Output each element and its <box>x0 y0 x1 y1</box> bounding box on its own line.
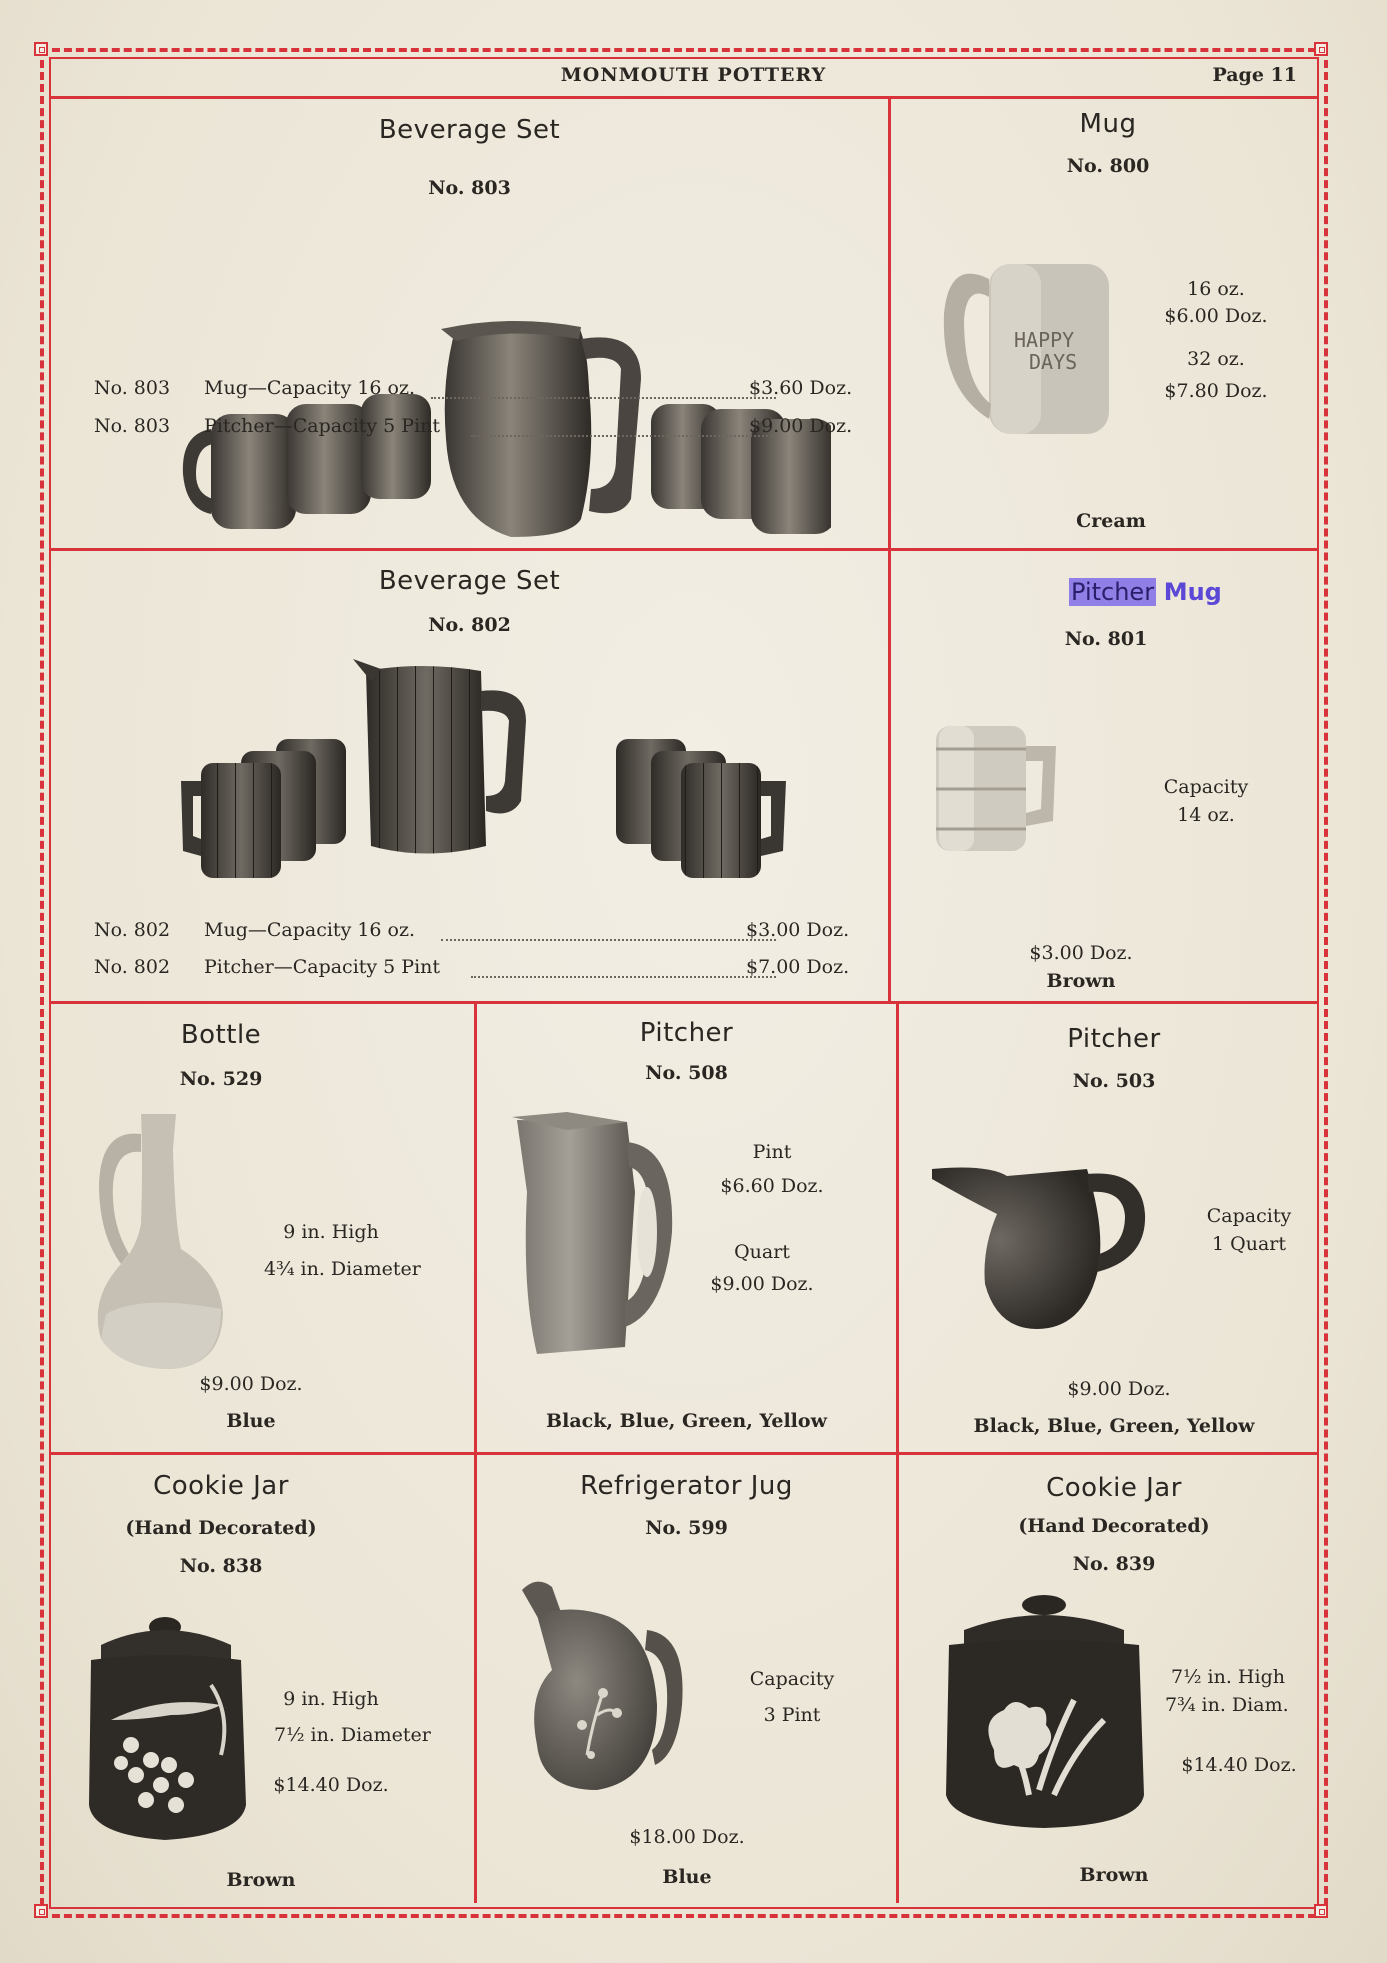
pitcher-photo <box>507 1112 677 1362</box>
dot-leader <box>431 397 776 399</box>
size-option: Quart <box>734 1241 790 1263</box>
price: $9.00 Doz. <box>1067 1378 1171 1400</box>
item-note: (Hand Decorated) <box>125 1517 317 1539</box>
price-line-desc: Pitcher—Capacity 5 Pint <box>204 415 441 437</box>
item-refrigerator-jug-599 <box>477 1455 896 1903</box>
capacity-label: Capacity <box>749 1668 835 1690</box>
item-pitcher-503 <box>899 1004 1317 1452</box>
price-line-desc: Pitcher—Capacity 5 Pint <box>204 956 441 978</box>
corner-ornament <box>34 1904 48 1918</box>
corner-ornament <box>1314 1904 1328 1918</box>
price: $14.40 Doz. <box>1181 1754 1297 1776</box>
item-title: Beverage Set <box>378 566 561 596</box>
capacity-value: 1 Quart <box>1212 1233 1286 1255</box>
price: $7.80 Doz. <box>1164 380 1268 402</box>
price-line-price: $3.00 Doz. <box>746 919 850 941</box>
color-label: Brown <box>1079 1864 1149 1886</box>
item-pitcher-801 <box>891 551 1317 1001</box>
color-label: Cream <box>1076 510 1146 532</box>
size-option: Pint <box>752 1141 792 1163</box>
pitcher-photo <box>927 1154 1167 1334</box>
price: $9.00 Doz. <box>710 1273 814 1295</box>
price: $18.00 Doz. <box>629 1826 745 1848</box>
item-number: No. 801 <box>1064 628 1148 650</box>
capacity-label: Capacity <box>1163 776 1249 798</box>
item-title: Refrigerator Jug <box>580 1471 793 1501</box>
item-cookie-jar-838 <box>51 1455 474 1903</box>
price-line-no: No. 803 <box>94 415 171 437</box>
mug-text: DAYS <box>1029 350 1078 374</box>
item-cookie-jar-839 <box>899 1455 1317 1903</box>
item-beverage-set-803 <box>51 99 888 548</box>
size-option: 16 oz. <box>1187 278 1245 300</box>
price-line-price: $3.60 Doz. <box>749 377 853 399</box>
beverage-set-photo <box>181 651 821 901</box>
price-line-no: No. 802 <box>94 919 171 941</box>
item-title: Beverage Set <box>378 115 561 145</box>
item-number: No. 529 <box>179 1068 263 1090</box>
item-title: Mug <box>1079 109 1137 139</box>
item-beverage-set-802 <box>51 551 888 1001</box>
corner-ornament <box>1314 42 1328 56</box>
price-line-desc: Mug—Capacity 16 oz. <box>204 377 416 399</box>
color-label: Brown <box>1046 970 1116 992</box>
height-spec: 9 in. High <box>283 1688 379 1710</box>
price-line-no: No. 802 <box>94 956 171 978</box>
color-label: Brown <box>226 1869 296 1891</box>
diameter-spec: 4¾ in. Diameter <box>264 1258 421 1280</box>
item-mug-800 <box>891 99 1317 548</box>
item-number: No. 599 <box>645 1517 728 1539</box>
item-pitcher-508 <box>477 1004 896 1452</box>
price: $6.60 Doz. <box>720 1175 824 1197</box>
diameter-spec: 7¾ in. Diam. <box>1165 1694 1289 1716</box>
capacity-value: 3 Pint <box>763 1704 821 1726</box>
color-options: Black, Blue, Green, Yellow <box>973 1415 1255 1437</box>
dot-leader <box>441 939 776 941</box>
mug-photo <box>929 239 1129 449</box>
item-title: Pitcher <box>639 1018 734 1048</box>
price-line-desc: Mug—Capacity 16 oz. <box>204 919 416 941</box>
price: $6.00 Doz. <box>1164 305 1268 327</box>
height-spec: 9 in. High <box>283 1221 379 1243</box>
page-number: Page 11 <box>1212 64 1297 86</box>
company-header: MONMOUTH POTTERY <box>560 64 827 86</box>
price: $14.40 Doz. <box>273 1774 389 1796</box>
jug-photo <box>507 1575 707 1805</box>
capacity-value: 14 oz. <box>1177 804 1235 826</box>
mug-text: HAPPY <box>1014 328 1075 352</box>
item-number: No. 839 <box>1072 1553 1156 1575</box>
height-spec: 7½ in. High <box>1171 1666 1285 1688</box>
item-title: Cookie Jar <box>1046 1473 1182 1503</box>
color-label: Blue <box>662 1866 712 1888</box>
item-bottle-529 <box>51 1004 474 1452</box>
size-option: 32 oz. <box>1187 348 1245 370</box>
cookie-jar-photo <box>934 1590 1154 1830</box>
item-title: Cookie Jar <box>153 1471 289 1501</box>
dot-leader <box>471 435 776 437</box>
price: $9.00 Doz. <box>199 1373 303 1395</box>
item-number: No. 838 <box>179 1555 263 1577</box>
capacity-label: Capacity <box>1206 1205 1292 1227</box>
item-number: No. 508 <box>645 1062 728 1084</box>
stamp-mark: Mug <box>1163 578 1222 606</box>
item-title: Bottle <box>180 1020 262 1050</box>
diameter-spec: 7½ in. Diameter <box>274 1724 431 1746</box>
item-title <box>1069 577 1222 608</box>
price-line-price: $7.00 Doz. <box>746 956 850 978</box>
dot-leader <box>471 976 776 978</box>
price-line-no: No. 803 <box>94 377 171 399</box>
mug-photo <box>921 711 1071 861</box>
corner-ornament <box>34 42 48 56</box>
highlighted-title: Pitcher <box>1071 578 1155 606</box>
item-number: No. 802 <box>428 614 511 636</box>
item-number: No. 803 <box>428 177 511 199</box>
color-options: Black, Blue, Green, Yellow <box>546 1410 827 1432</box>
color-label: Blue <box>226 1410 276 1432</box>
price: $3.00 Doz. <box>1029 942 1133 964</box>
cookie-jar-photo <box>81 1605 251 1845</box>
price-line-price: $9.00 Doz. <box>749 415 853 437</box>
bottle-photo <box>81 1104 241 1374</box>
item-number: No. 503 <box>1072 1070 1156 1092</box>
item-title: Pitcher <box>1067 1024 1161 1054</box>
item-note: (Hand Decorated) <box>1018 1515 1210 1537</box>
item-number: No. 800 <box>1066 155 1150 177</box>
